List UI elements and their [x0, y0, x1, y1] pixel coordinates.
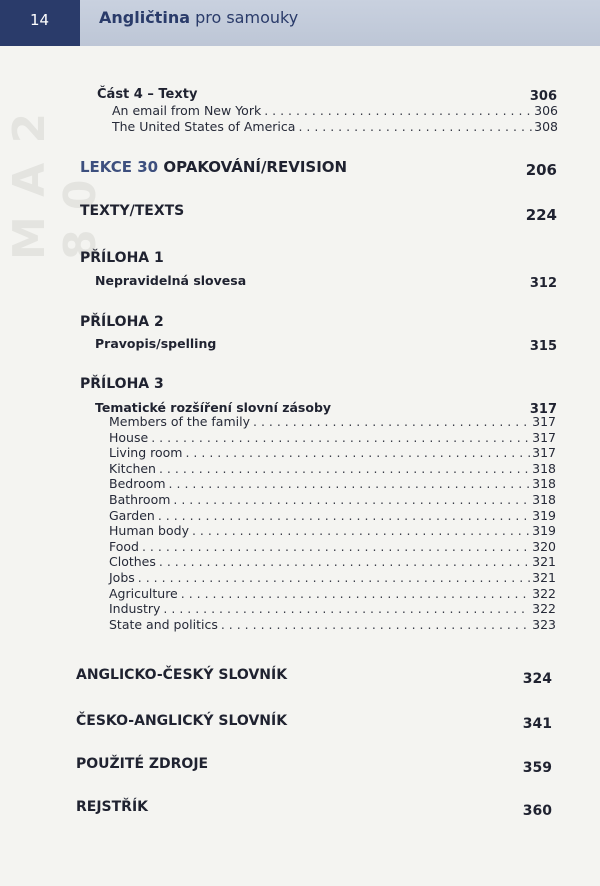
- toc-entry-page: 321: [532, 554, 556, 570]
- toc-entry-title: Kitchen: [109, 460, 156, 476]
- toc-entry-page: 317: [532, 429, 556, 445]
- toc-entry: [109, 476, 556, 491]
- toc-entry: [109, 539, 556, 554]
- leader-dots: [159, 461, 530, 476]
- page-number: 14: [0, 0, 80, 46]
- toc-entry-title: Members of the family: [109, 414, 250, 429]
- appendix2-title: PŘÍLOHA 2: [80, 314, 164, 330]
- leader-dots: [185, 445, 530, 460]
- toc-entry-title: An email from New York: [112, 103, 262, 118]
- part4-title: Část 4 – Texty: [97, 87, 198, 102]
- lesson30-prefix: LEKCE 30: [80, 158, 159, 176]
- leader-dots: [159, 554, 530, 569]
- toc-entry-page: 318: [532, 460, 556, 476]
- toc-entry-page: 320: [532, 538, 556, 554]
- appendix3-subtitle: Tematické rozšíření slovní zásoby: [95, 400, 332, 415]
- toc-entry-page: 308: [534, 119, 558, 134]
- leader-dots: [169, 476, 531, 491]
- toc-entry-title: Jobs: [109, 570, 135, 585]
- running-title-bold: Angličtina: [99, 8, 190, 27]
- leader-dots: [163, 601, 530, 616]
- toc-entry: [109, 586, 556, 601]
- toc-entry-page: 318: [532, 476, 556, 492]
- appendix1-title: PŘÍLOHA 1: [80, 250, 164, 266]
- sources-title: POUŽITÉ ZDROJE: [76, 756, 209, 772]
- toc-entry-title: Food: [109, 538, 139, 554]
- leader-dots: [181, 586, 530, 601]
- toc-entry-page: 318: [532, 492, 556, 507]
- part4-page: 306: [529, 89, 557, 104]
- toc-entry-page: 306: [534, 103, 558, 118]
- toc-entry-title: House: [109, 429, 149, 445]
- dict-cz-en-page: 341: [522, 716, 552, 732]
- running-title-rest: pro samouky: [190, 8, 299, 27]
- leader-dots: [173, 492, 530, 507]
- toc-entry: [109, 445, 556, 460]
- toc-entry-title: Clothes: [109, 554, 156, 570]
- dict-en-cz-page: 324: [522, 671, 552, 687]
- toc-entry-title: Bedroom: [109, 476, 166, 492]
- toc-entry-page: 322: [532, 601, 556, 617]
- lesson30-title: [80, 158, 347, 176]
- toc-entry: [109, 570, 556, 585]
- toc-entry: [109, 523, 556, 538]
- toc-entry-title: The United States of America: [112, 119, 296, 134]
- leader-dots: [221, 617, 530, 632]
- toc-entry-title: Industry: [109, 601, 161, 617]
- appendix1-subtitle: Nepravidelná slovesa: [95, 273, 247, 288]
- texts-page: 224: [525, 206, 557, 224]
- sources-page: 359: [522, 760, 552, 776]
- appendix2-page: 315: [529, 339, 557, 354]
- dict-en-cz-title: ANGLICKO-ČESKÝ SLOVNÍK: [76, 667, 288, 683]
- leader-dots: [151, 430, 530, 445]
- appendix3-page: 317: [529, 402, 557, 417]
- appendix3-title: PŘÍLOHA 3: [80, 376, 164, 392]
- toc-entry-title: Agriculture: [109, 585, 178, 601]
- toc-entry-page: 321: [532, 570, 556, 585]
- toc-entry-title: Bathroom: [109, 492, 171, 507]
- leader-dots: [264, 103, 532, 118]
- leader-dots: [253, 414, 530, 429]
- lesson30-name: OPAKOVÁNÍ/REVISION: [163, 158, 348, 176]
- toc-entry-page: 322: [532, 585, 556, 601]
- toc-entry-page: 317: [532, 445, 556, 461]
- texts-title: TEXTY/TEXTS: [80, 203, 185, 219]
- toc-entry: [109, 617, 556, 632]
- lesson30-page: 206: [525, 161, 557, 179]
- index-page: 360: [522, 803, 552, 819]
- toc-entry: [109, 554, 556, 569]
- toc-entry: [112, 103, 558, 118]
- toc-entry: [109, 601, 556, 616]
- leader-dots: [138, 570, 530, 585]
- leader-dots: [142, 539, 530, 554]
- dict-cz-en-title: ČESKO-ANGLICKÝ SLOVNÍK: [76, 713, 288, 729]
- toc-entry: [112, 119, 558, 134]
- toc-entry-title: Human body: [109, 523, 189, 539]
- toc-entry-page: 319: [532, 523, 556, 539]
- toc-entry-page: 317: [532, 414, 556, 429]
- toc-entry-page: 323: [532, 616, 556, 632]
- appendix1-page: 312: [529, 276, 557, 291]
- toc-entry-title: Living room: [109, 445, 183, 461]
- toc-entry-page: 319: [532, 507, 556, 523]
- index-title: REJSTŘÍK: [76, 799, 149, 815]
- leader-dots: [158, 508, 530, 523]
- toc-entry-title: State and politics: [109, 616, 218, 632]
- leader-dots: [192, 523, 530, 538]
- toc-entry: [109, 508, 556, 523]
- appendix2-subtitle: Pravopis/spelling: [95, 336, 217, 351]
- toc-entry: [109, 492, 556, 507]
- bleed-through-side-text: M A 2 8 0: [4, 110, 106, 260]
- toc-entry: [109, 414, 556, 429]
- toc-entry-title: Garden: [109, 507, 155, 523]
- leader-dots: [298, 119, 532, 134]
- toc-entry: [109, 430, 556, 445]
- toc-entry: [109, 461, 556, 476]
